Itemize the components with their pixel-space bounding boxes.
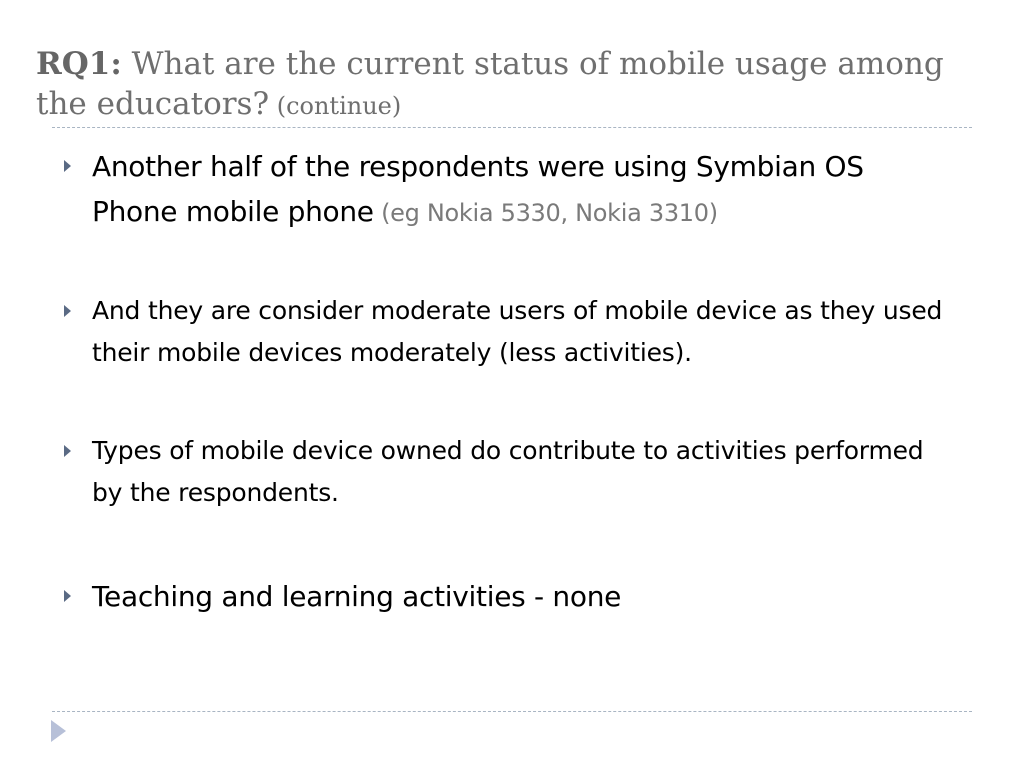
triangle-right-icon — [64, 305, 71, 317]
bullet-example: (eg Nokia 5330, Nokia 3310) — [373, 199, 718, 227]
bullet-item — [92, 290, 952, 374]
slide-title — [36, 44, 976, 126]
bullet-text: Another half of the respondents were using Symbian OS Phone mobile phone — [92, 150, 864, 228]
title-divider — [52, 127, 972, 128]
triangle-right-icon — [64, 590, 71, 602]
title-suffix: (continue) — [269, 92, 402, 120]
bullet-text: Types of mobile device owned do contribute to activities performed by the respondents. — [92, 436, 924, 507]
bullet-item — [92, 574, 952, 619]
footer-divider — [52, 711, 972, 712]
triangle-right-icon — [64, 160, 71, 172]
bullet-item — [92, 430, 952, 514]
title-prefix: RQ1: — [36, 46, 122, 82]
bullet-text: Teaching and learning activities - none — [92, 580, 622, 613]
bullet-item — [92, 144, 952, 236]
bullet-text: And they are consider moderate users of mobile device as they used their mobile devices moderately (less activities). — [92, 296, 943, 367]
triangle-right-icon — [64, 445, 71, 457]
title-main: What are the current status of mobile usage among the educators? — [36, 46, 944, 122]
play-arrow-icon[interactable] — [51, 720, 66, 742]
